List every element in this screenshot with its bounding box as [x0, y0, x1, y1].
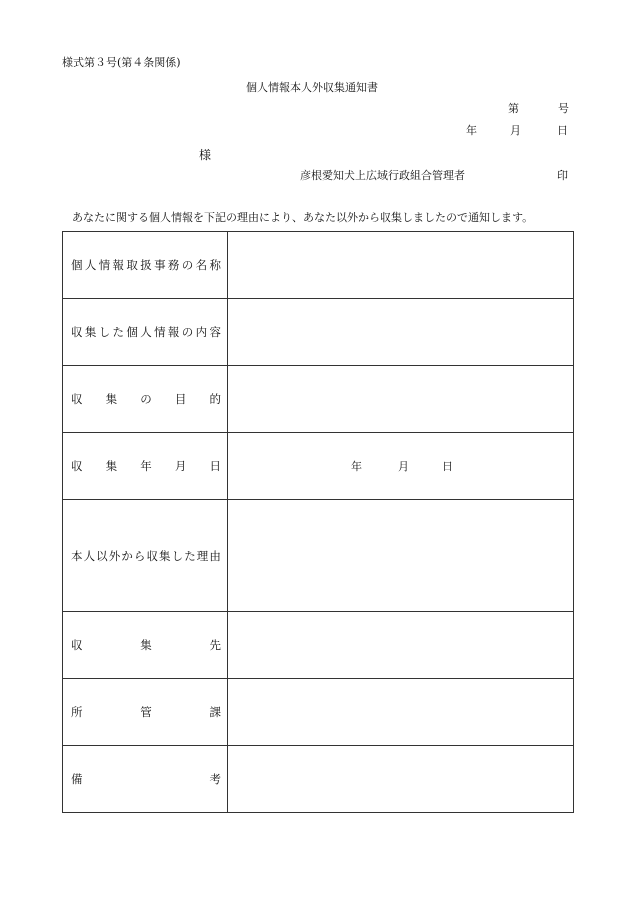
- row-label-char: 人: [84, 258, 97, 272]
- collection-date-month: 月: [398, 460, 409, 473]
- row-value-cell[interactable]: [228, 500, 574, 612]
- row-label-char: 個: [71, 258, 83, 272]
- row-label-char: 集: [84, 325, 97, 339]
- row-label-char: 集: [105, 459, 118, 473]
- row-label-char: 報: [112, 258, 125, 272]
- row-label-char: 収: [71, 392, 83, 406]
- row-value-cell[interactable]: [228, 746, 574, 813]
- row-value-cell[interactable]: [228, 612, 574, 679]
- row-label-char: 管: [140, 705, 152, 719]
- row-label-char: し: [171, 548, 184, 563]
- row-value-cell[interactable]: [228, 299, 574, 366]
- row-label-char: 外: [108, 548, 121, 563]
- row-label-char: 集: [105, 392, 118, 406]
- row-label-char: 備: [71, 772, 83, 786]
- row-label-cell: [63, 366, 228, 433]
- row-label-char: 年: [140, 459, 152, 473]
- row-label-char: た: [184, 548, 196, 563]
- table-row: [63, 433, 574, 500]
- document-number-dai: 第: [508, 102, 519, 115]
- row-label-char: 集: [140, 638, 152, 652]
- row-label: [63, 548, 227, 564]
- document-title: 個人情報本人外収集通知書: [246, 81, 378, 94]
- row-label-char: 所: [71, 705, 83, 719]
- row-label-char: 人: [83, 548, 96, 563]
- row-label-char: 名: [195, 258, 208, 272]
- row-label-char: し: [98, 325, 111, 339]
- row-label-char: 先: [209, 638, 221, 652]
- row-label-char: 考: [209, 772, 221, 786]
- row-label-char: 情: [154, 325, 166, 339]
- table-row: [63, 746, 574, 813]
- issue-date-month: 月: [510, 124, 521, 137]
- table-row: [63, 299, 574, 366]
- table-row: [63, 232, 574, 299]
- row-label-char: の: [181, 258, 194, 272]
- row-label-cell: [63, 232, 228, 299]
- row-label-char: 収: [71, 638, 83, 652]
- row-label-cell: [63, 500, 228, 612]
- row-label-char: 個: [126, 325, 138, 339]
- row-label-cell: [63, 299, 228, 366]
- table-row: [63, 366, 574, 433]
- row-label-char: の: [140, 392, 152, 406]
- row-label-char: 称: [209, 258, 221, 272]
- row-label-char: 収: [71, 459, 83, 473]
- row-label-char: 課: [209, 705, 221, 719]
- row-label: [63, 637, 227, 653]
- row-label-char: 取: [126, 258, 138, 272]
- row-label: [63, 391, 227, 407]
- collection-date-day: 日: [442, 460, 453, 473]
- table-row: [63, 612, 574, 679]
- row-label-cell: [63, 679, 228, 746]
- row-label-char: 日: [209, 459, 221, 473]
- row-label-char: 報: [167, 325, 180, 339]
- row-label: [63, 771, 227, 787]
- row-label: [63, 324, 227, 340]
- row-label-char: 由: [209, 548, 221, 563]
- row-label-char: 理: [196, 548, 209, 563]
- issue-date-year: 年: [466, 124, 477, 137]
- row-label-char: 集: [159, 548, 171, 563]
- row-label-char: 扱: [140, 258, 152, 272]
- row-label-char: 事: [154, 258, 166, 272]
- row-label-cell: [63, 746, 228, 813]
- row-label-char: 本: [71, 548, 83, 563]
- row-label: [63, 257, 227, 273]
- table-row: [63, 679, 574, 746]
- row-label-cell: [63, 612, 228, 679]
- row-label-char: の: [181, 325, 194, 339]
- row-label: [63, 458, 227, 474]
- row-label-char: か: [121, 548, 133, 563]
- row-label-char: 収: [146, 548, 158, 563]
- row-label-char: 目: [174, 392, 187, 406]
- form-number: 様式第３号(第４条関係): [62, 56, 181, 69]
- notice-form-table: [62, 231, 574, 813]
- table-row: [63, 500, 574, 612]
- row-value-cell[interactable]: [228, 232, 574, 299]
- row-label-char: 内: [195, 325, 208, 339]
- seal-mark: 印: [557, 169, 568, 182]
- collection-date-cell[interactable]: [228, 433, 574, 500]
- row-label-char: 収: [71, 325, 83, 339]
- collection-date-year: 年: [351, 460, 362, 473]
- row-label-char: 以: [96, 548, 108, 563]
- addressee-suffix: 様: [199, 148, 212, 162]
- row-label-char: 月: [174, 459, 187, 473]
- sender-name: 彦根愛知犬上広域行政組合管理者: [300, 169, 465, 182]
- row-value-cell[interactable]: [228, 366, 574, 433]
- document-number-go: 号: [558, 102, 569, 115]
- row-label-cell: [63, 433, 228, 500]
- intro-text: あなたに関する個人情報を下記の理由により、あなた以外から収集しましたので通知します。: [72, 211, 534, 224]
- row-value-cell[interactable]: [228, 679, 574, 746]
- row-label-char: 的: [209, 392, 221, 406]
- row-label-char: ら: [133, 548, 146, 563]
- row-label: [63, 704, 227, 720]
- row-label-char: た: [112, 325, 125, 339]
- row-label-char: 容: [209, 325, 221, 339]
- row-label-char: 務: [167, 258, 180, 272]
- issue-date-day: 日: [557, 124, 568, 137]
- row-label-char: 人: [140, 325, 152, 339]
- row-label-char: 情: [98, 258, 111, 272]
